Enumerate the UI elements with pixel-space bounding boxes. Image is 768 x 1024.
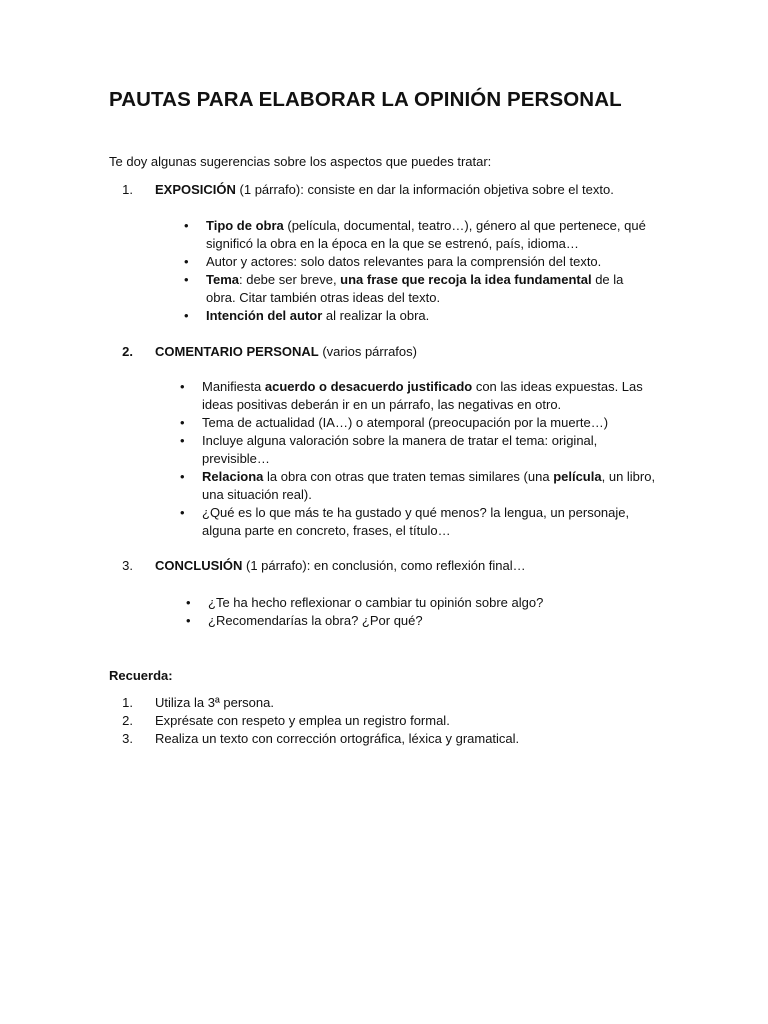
bullet-item	[184, 217, 656, 253]
recuerda-list	[109, 694, 519, 748]
section-description: (1 párrafo): consiste en dar la información objetiva sobre el texto.	[235, 182, 614, 197]
item-number: 1.	[122, 695, 133, 710]
section-title: CONCLUSIÓN	[155, 558, 243, 573]
item-number: 2.	[122, 713, 133, 728]
bullet-list-exposicion	[184, 217, 656, 325]
bullet-icon: •	[180, 469, 185, 484]
bullet-icon: •	[184, 254, 189, 269]
bullet-icon: •	[186, 613, 191, 628]
bold-text: Tipo de obra	[206, 218, 284, 233]
body-text: Autor y actores: solo datos relevantes para la comprensión del texto.	[206, 254, 602, 269]
bold-text: Relaciona	[202, 469, 264, 484]
bullet-item	[180, 504, 662, 540]
bullet-icon: •	[180, 415, 185, 430]
bullet-item	[184, 307, 656, 325]
bullet-icon: •	[184, 218, 189, 233]
bullet-icon: •	[184, 272, 189, 287]
page-title: PAUTAS PARA ELABORAR LA OPINIÓN PERSONAL	[109, 88, 622, 111]
body-text: con las ideas expuestas. Las ideas positivas deberán ir en un párrafo, las negativas en otro.	[202, 379, 643, 412]
bold-text: Intención del autor	[206, 308, 323, 323]
bullet-icon: •	[180, 433, 185, 448]
section-heading-conclusion	[109, 557, 526, 575]
bullet-icon: •	[180, 505, 185, 520]
item-text: Realiza un texto con corrección ortográfica, léxica y gramatical.	[155, 731, 520, 746]
bullet-item	[186, 612, 658, 630]
intro-text: Te doy algunas sugerencias sobre los aspectos que puedes tratar:	[109, 154, 492, 169]
body-text: ¿Recomendarías la obra? ¿Por qué?	[208, 613, 423, 628]
body-text: la obra con otras que traten temas similares (una	[263, 469, 554, 484]
body-text: Manifiesta	[202, 379, 265, 394]
body-text: Incluye alguna valoración sobre la manera de tratar el tema: original, previsible…	[202, 433, 598, 466]
bullet-item	[186, 594, 658, 612]
section-title: COMENTARIO PERSONAL	[155, 344, 319, 359]
bullet-list-comentario	[180, 378, 662, 540]
section-number: 2.	[122, 344, 133, 359]
bullet-item	[180, 468, 662, 504]
bullet-item	[184, 271, 656, 307]
item-text: Utiliza la 3ª persona.	[155, 695, 274, 710]
body-text: , un libro, una situación real).	[202, 469, 656, 502]
bullet-icon: •	[186, 595, 191, 610]
section-heading-comentario	[109, 343, 417, 361]
section-number: 3.	[122, 558, 133, 573]
body-text: : debe ser breve,	[239, 272, 341, 287]
body-text: ¿Te ha hecho reflexionar o cambiar tu opinión sobre algo?	[208, 595, 544, 610]
section-description: (1 párrafo): en conclusión, como reflexión final…	[242, 558, 526, 573]
bullet-icon: •	[184, 308, 189, 323]
bold-text: Tema	[206, 272, 239, 287]
item-text: Exprésate con respeto y emplea un registro formal.	[155, 713, 450, 728]
bullet-item	[184, 253, 656, 271]
body-text: al realizar la obra.	[322, 308, 430, 323]
body-text: (película, documental, teatro…), género al que pertenece, qué significó la obra en la época en la que se estrenó, país, idioma…	[206, 218, 646, 251]
list-item	[109, 730, 519, 748]
section-title: EXPOSICIÓN	[155, 182, 236, 197]
list-item	[109, 712, 519, 730]
body-text: Tema de actualidad (IA…) o atemporal (preocupación por la muerte…)	[202, 415, 609, 430]
item-number: 3.	[122, 731, 133, 746]
section-number: 1.	[122, 182, 133, 197]
list-item	[109, 694, 519, 712]
bullet-item	[180, 378, 662, 414]
body-text: de la obra. Citar también otras ideas del texto.	[206, 272, 624, 305]
body-text: ¿Qué es lo que más te ha gustado y qué menos? la lengua, un personaje, alguna parte en concreto, frases, el título…	[202, 505, 630, 538]
bullet-item	[180, 432, 662, 468]
bullet-icon: •	[180, 379, 185, 394]
section-heading-exposicion	[109, 181, 614, 199]
bold-text: acuerdo o desacuerdo justificado	[264, 379, 473, 394]
bold-text: película	[553, 469, 602, 484]
bold-text: una frase que recoja la idea fundamental	[340, 272, 592, 287]
section-description: (varios párrafos)	[318, 344, 417, 359]
recuerda-label: Recuerda:	[109, 668, 173, 683]
bullet-list-conclusion	[186, 594, 658, 630]
bullet-item	[180, 414, 662, 432]
